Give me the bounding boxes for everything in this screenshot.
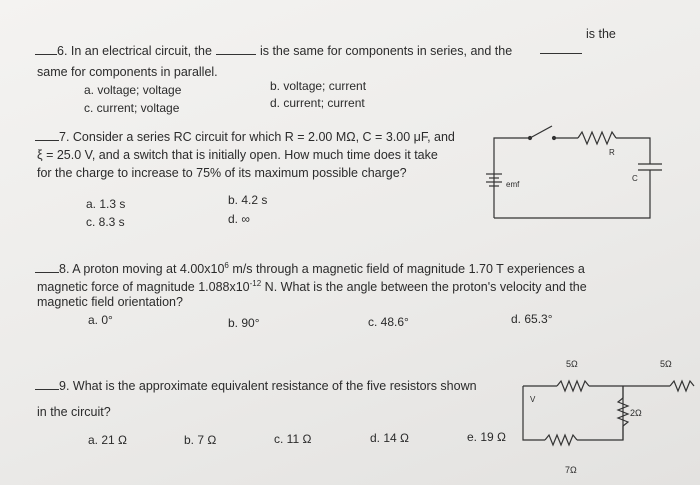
q6-option-c: c. current; voltage (84, 101, 180, 115)
q8-line1-a: 8. A proton moving at 4.00x10 (59, 262, 225, 277)
q6-option-b: b. voltage; current (270, 79, 367, 93)
q7-emf-label: emf (506, 180, 520, 189)
q9-option-c: c. 11 Ω (274, 432, 312, 446)
q7-option-d: d. ∞ (228, 212, 250, 226)
q9-line1-text: 9. What is the approximate equivalent resistance of the five resistors shown (59, 379, 477, 393)
q9-r1-label: 5Ω (566, 359, 578, 369)
q9-r3-label: 2Ω (630, 408, 642, 418)
q8-option-c: c. 48.6° (368, 315, 409, 329)
q8-option-d: d. 65.3° (511, 312, 553, 326)
q8-option-b: b. 90° (228, 316, 260, 330)
q8-line1-b: m/s through a magnetic field of magnitude 1.70 T experiences a (228, 262, 585, 277)
q9-r2-label: 5Ω (660, 359, 672, 369)
q6-line1-c: is the (586, 27, 616, 41)
q6-line2: same for components in parallel. (37, 65, 218, 79)
q7-c-label: C (632, 174, 638, 183)
q9-option-e: e. 19 Ω (467, 430, 506, 444)
q9-option-d: d. 14 Ω (370, 431, 409, 445)
q7-line2: ξ = 25.0 V, and a switch that is initially open. How much time does it take (37, 148, 438, 162)
q6-option-d: d. current; current (270, 96, 365, 110)
q9-option-b: b. 7 Ω (184, 433, 217, 447)
q7-line3: for the charge to increase to 75% of its maximum possible charge? (37, 166, 407, 180)
q9-option-a: a. 21 Ω (88, 433, 127, 447)
q8-line3: magnetic field orientation? (37, 295, 183, 309)
q8-sup-2: -12 (249, 279, 262, 288)
q8-line2-a: magnetic force of magnitude 1.088x10 (37, 280, 250, 295)
q8-line2-b: N. What is the angle between the proton's velocity and the (261, 280, 587, 295)
q7-line1-text: 7. Consider a series RC circuit for which R = 2.00 MΩ, C = 3.00 μF, and (59, 130, 455, 144)
q9-r4-label: 7Ω (565, 465, 577, 475)
resistor-network-diagram (515, 368, 695, 458)
q6-line1-b: is the same for components in series, and the (259, 44, 513, 58)
q8-line1 (35, 258, 585, 277)
q6-option-a: a. voltage; voltage (84, 83, 182, 97)
q7-option-b: b. 4.2 s (228, 193, 268, 207)
q9-v-label: V (530, 395, 536, 404)
rc-circuit-diagram (470, 118, 690, 230)
q6-blank-2 (540, 42, 582, 54)
q6-line1 (35, 43, 512, 59)
q7-r-label: R (609, 148, 615, 157)
q9-line1 (35, 378, 477, 394)
q9-line2: in the circuit? (37, 405, 111, 419)
q8-line2 (37, 276, 587, 295)
q8-option-a: a. 0° (88, 313, 113, 327)
q7-line1 (35, 129, 455, 145)
q7-option-a: a. 1.3 s (86, 197, 126, 211)
q8-sup-1: 6 (224, 261, 229, 270)
q6-line1-a: 6. In an electrical circuit, the (57, 44, 212, 58)
q7-option-c: c. 8.3 s (86, 215, 125, 229)
